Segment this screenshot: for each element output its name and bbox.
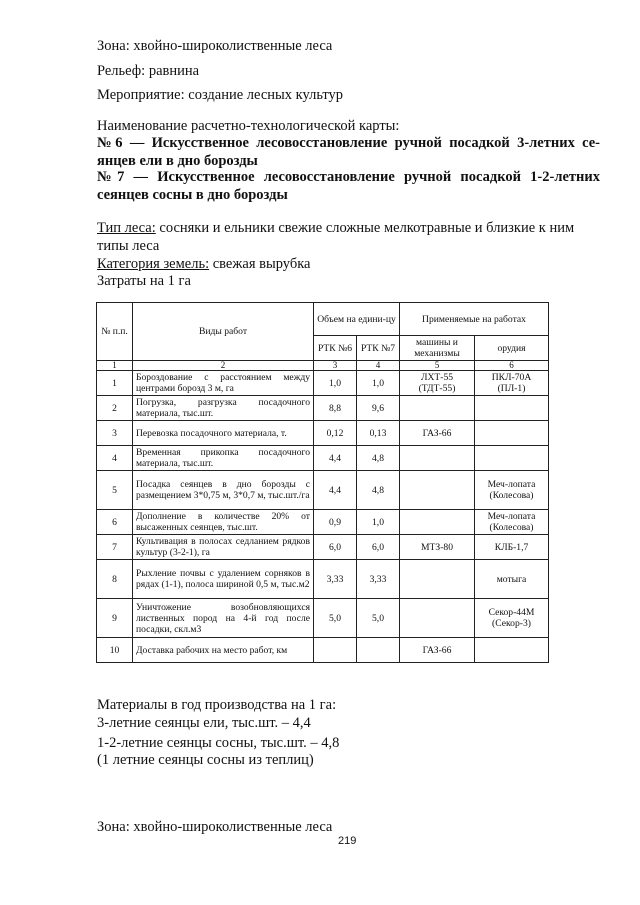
row-work: Временная прикопка посадочного материала, тыс.шт. — [133, 446, 314, 471]
row-tools: Меч-лопата (Колесова) — [475, 510, 549, 535]
row-number: 5 — [97, 471, 133, 510]
row-machines — [400, 510, 475, 535]
row-volume-rtk7: 3,33 — [357, 560, 400, 599]
row-volume-rtk7: 9,6 — [357, 396, 400, 421]
table-row — [97, 535, 549, 560]
row-volume-rtk7: 1,0 — [357, 371, 400, 396]
row-volume-rtk7: 5,0 — [357, 599, 400, 638]
table-row — [97, 421, 549, 446]
materials-line-2: 1-2-летние сеянцы сосны, тыс.шт. – 4,8 — [97, 735, 340, 751]
card-heading: Наименование расчетно-технологической карты: — [97, 118, 400, 134]
col-number: 1 — [97, 361, 133, 371]
table-row — [97, 638, 549, 663]
row-volume-rtk7: 0,13 — [357, 421, 400, 446]
row-tools: мотыга — [475, 560, 549, 599]
forest-type-line2: типы леса — [97, 238, 160, 254]
row-work: Погрузка, разгрузка посадочного материала, тыс.шт. — [133, 396, 314, 421]
materials-heading: Материалы в год производства на 1 га: — [97, 697, 337, 713]
row-work: Перевозка посадочного материала, т. — [133, 421, 314, 446]
row-work: Культивация в полосах седланием рядков культур (3-2-1), га — [133, 535, 314, 560]
zone-line: Зона: хвойно-широколиственные леса — [97, 38, 333, 54]
row-tools — [475, 638, 549, 663]
table-row — [97, 396, 549, 421]
relief-line: Рельеф: равнина — [97, 63, 200, 79]
card-title-6-line1: №6 — Искусственное лесовосстановление ручной посадкой 3-летних се- — [97, 135, 600, 151]
row-volume-rtk7: 1,0 — [357, 510, 400, 535]
row-volume-rtk7: 6,0 — [357, 535, 400, 560]
activity-line: Мероприятие: создание лесных культур — [97, 87, 344, 103]
row-number: 3 — [97, 421, 133, 446]
row-machines — [400, 396, 475, 421]
costs-line: Затраты на 1 га — [97, 273, 191, 289]
header-works: Виды работ — [133, 303, 314, 361]
header-rtk7: РТК №7 — [357, 336, 400, 361]
table-row — [97, 371, 549, 396]
row-volume-rtk7: 4,8 — [357, 446, 400, 471]
table-row — [97, 560, 549, 599]
row-tools: КЛБ-1,7 — [475, 535, 549, 560]
table-row — [97, 446, 549, 471]
header-rtk6: РТК №6 — [314, 336, 357, 361]
row-work: Рыхление почвы с удалением сорняков в рядах (1-1), полоса шириной 0,5 м, тыс.м2 — [133, 560, 314, 599]
row-work: Уничтожение возобновляющихся лиственных пород на 4-й год после посадки, скл.м3 — [133, 599, 314, 638]
row-tools — [475, 446, 549, 471]
row-volume-rtk7 — [357, 638, 400, 663]
materials-line-1: 3-летние сеянцы ели, тыс.шт. – 4,4 — [97, 715, 311, 731]
card-title-7-line1: №7 — Искусственное лесовосстановление ручной посадкой 1-2-летних — [97, 169, 600, 185]
row-volume-rtk6: 1,0 — [314, 371, 357, 396]
row-number: 6 — [97, 510, 133, 535]
forest-type-label: Тип леса: — [97, 220, 156, 236]
row-work: Посадка сеянцев в дно борозды с размещением 3*0,75 м, 3*0,7 м, тыс.шт./га — [133, 471, 314, 510]
row-number: 2 — [97, 396, 133, 421]
row-number: 4 — [97, 446, 133, 471]
row-machines — [400, 599, 475, 638]
row-number: 1 — [97, 371, 133, 396]
row-volume-rtk6: 4,4 — [314, 446, 357, 471]
row-tools: Секор-44М (Секор-3) — [475, 599, 549, 638]
header-applied: Применяемые на работах — [400, 303, 549, 336]
header-tools: орудия — [475, 336, 549, 361]
works-table — [96, 302, 549, 663]
row-tools — [475, 421, 549, 446]
row-machines — [400, 560, 475, 599]
row-volume-rtk6: 8,8 — [314, 396, 357, 421]
row-machines: ГАЗ-66 — [400, 638, 475, 663]
header-num: № п.п. — [97, 303, 133, 361]
row-volume-rtk6: 5,0 — [314, 599, 357, 638]
row-work: Бороздование с расстоянием между центрами борозд 3 м, га — [133, 371, 314, 396]
table-row — [97, 510, 549, 535]
works-table-body — [97, 303, 549, 663]
row-volume-rtk6: 6,0 — [314, 535, 357, 560]
col-number: 6 — [475, 361, 549, 371]
footer-zone-line: Зона: хвойно-широколиственные леса — [97, 819, 333, 835]
land-category-line — [97, 255, 310, 273]
row-number: 8 — [97, 560, 133, 599]
land-category-label: Категория земель: — [97, 256, 210, 272]
row-tools: Меч-лопата (Колесова) — [475, 471, 549, 510]
col-number: 4 — [357, 361, 400, 371]
row-tools — [475, 396, 549, 421]
table-row — [97, 471, 549, 510]
row-volume-rtk7: 4,8 — [357, 471, 400, 510]
row-number: 7 — [97, 535, 133, 560]
row-machines — [400, 446, 475, 471]
land-category-value: свежая вырубка — [209, 256, 311, 272]
row-number: 9 — [97, 599, 133, 638]
row-machines: МТЗ-80 — [400, 535, 475, 560]
row-volume-rtk6 — [314, 638, 357, 663]
header-row-1 — [97, 303, 549, 336]
forest-type-line — [97, 219, 574, 237]
row-work: Доставка рабочих на место работ, км — [133, 638, 314, 663]
row-machines: ЛХТ-55 (ТДТ-55) — [400, 371, 475, 396]
card-title-6-line2: янцев ели в дно борозды — [97, 153, 258, 169]
row-tools: ПКЛ-70А (ПЛ-1) — [475, 371, 549, 396]
page-number: 219 — [338, 835, 357, 847]
table-row — [97, 599, 549, 638]
row-volume-rtk6: 4,4 — [314, 471, 357, 510]
forest-type-value: сосняки и ельники свежие сложные мелкотравные и близкие к ним — [155, 220, 575, 236]
col-number: 2 — [133, 361, 314, 371]
col-number: 5 — [400, 361, 475, 371]
header-machines: машины и механизмы — [400, 336, 475, 361]
row-machines: ГАЗ-66 — [400, 421, 475, 446]
row-volume-rtk6: 3,33 — [314, 560, 357, 599]
row-machines — [400, 471, 475, 510]
col-number: 3 — [314, 361, 357, 371]
row-volume-rtk6: 0,9 — [314, 510, 357, 535]
column-number-row — [97, 361, 549, 371]
row-volume-rtk6: 0,12 — [314, 421, 357, 446]
row-work: Дополнение в количестве 20% от высаженных сеянцев, тыс.шт. — [133, 510, 314, 535]
row-number: 10 — [97, 638, 133, 663]
card-title-7-line2: сеянцев сосны в дно борозды — [97, 187, 288, 203]
materials-line-3: (1 летние сеянцы сосны из теплиц) — [97, 752, 314, 768]
header-volume: Объем на едини-цу — [314, 303, 400, 336]
